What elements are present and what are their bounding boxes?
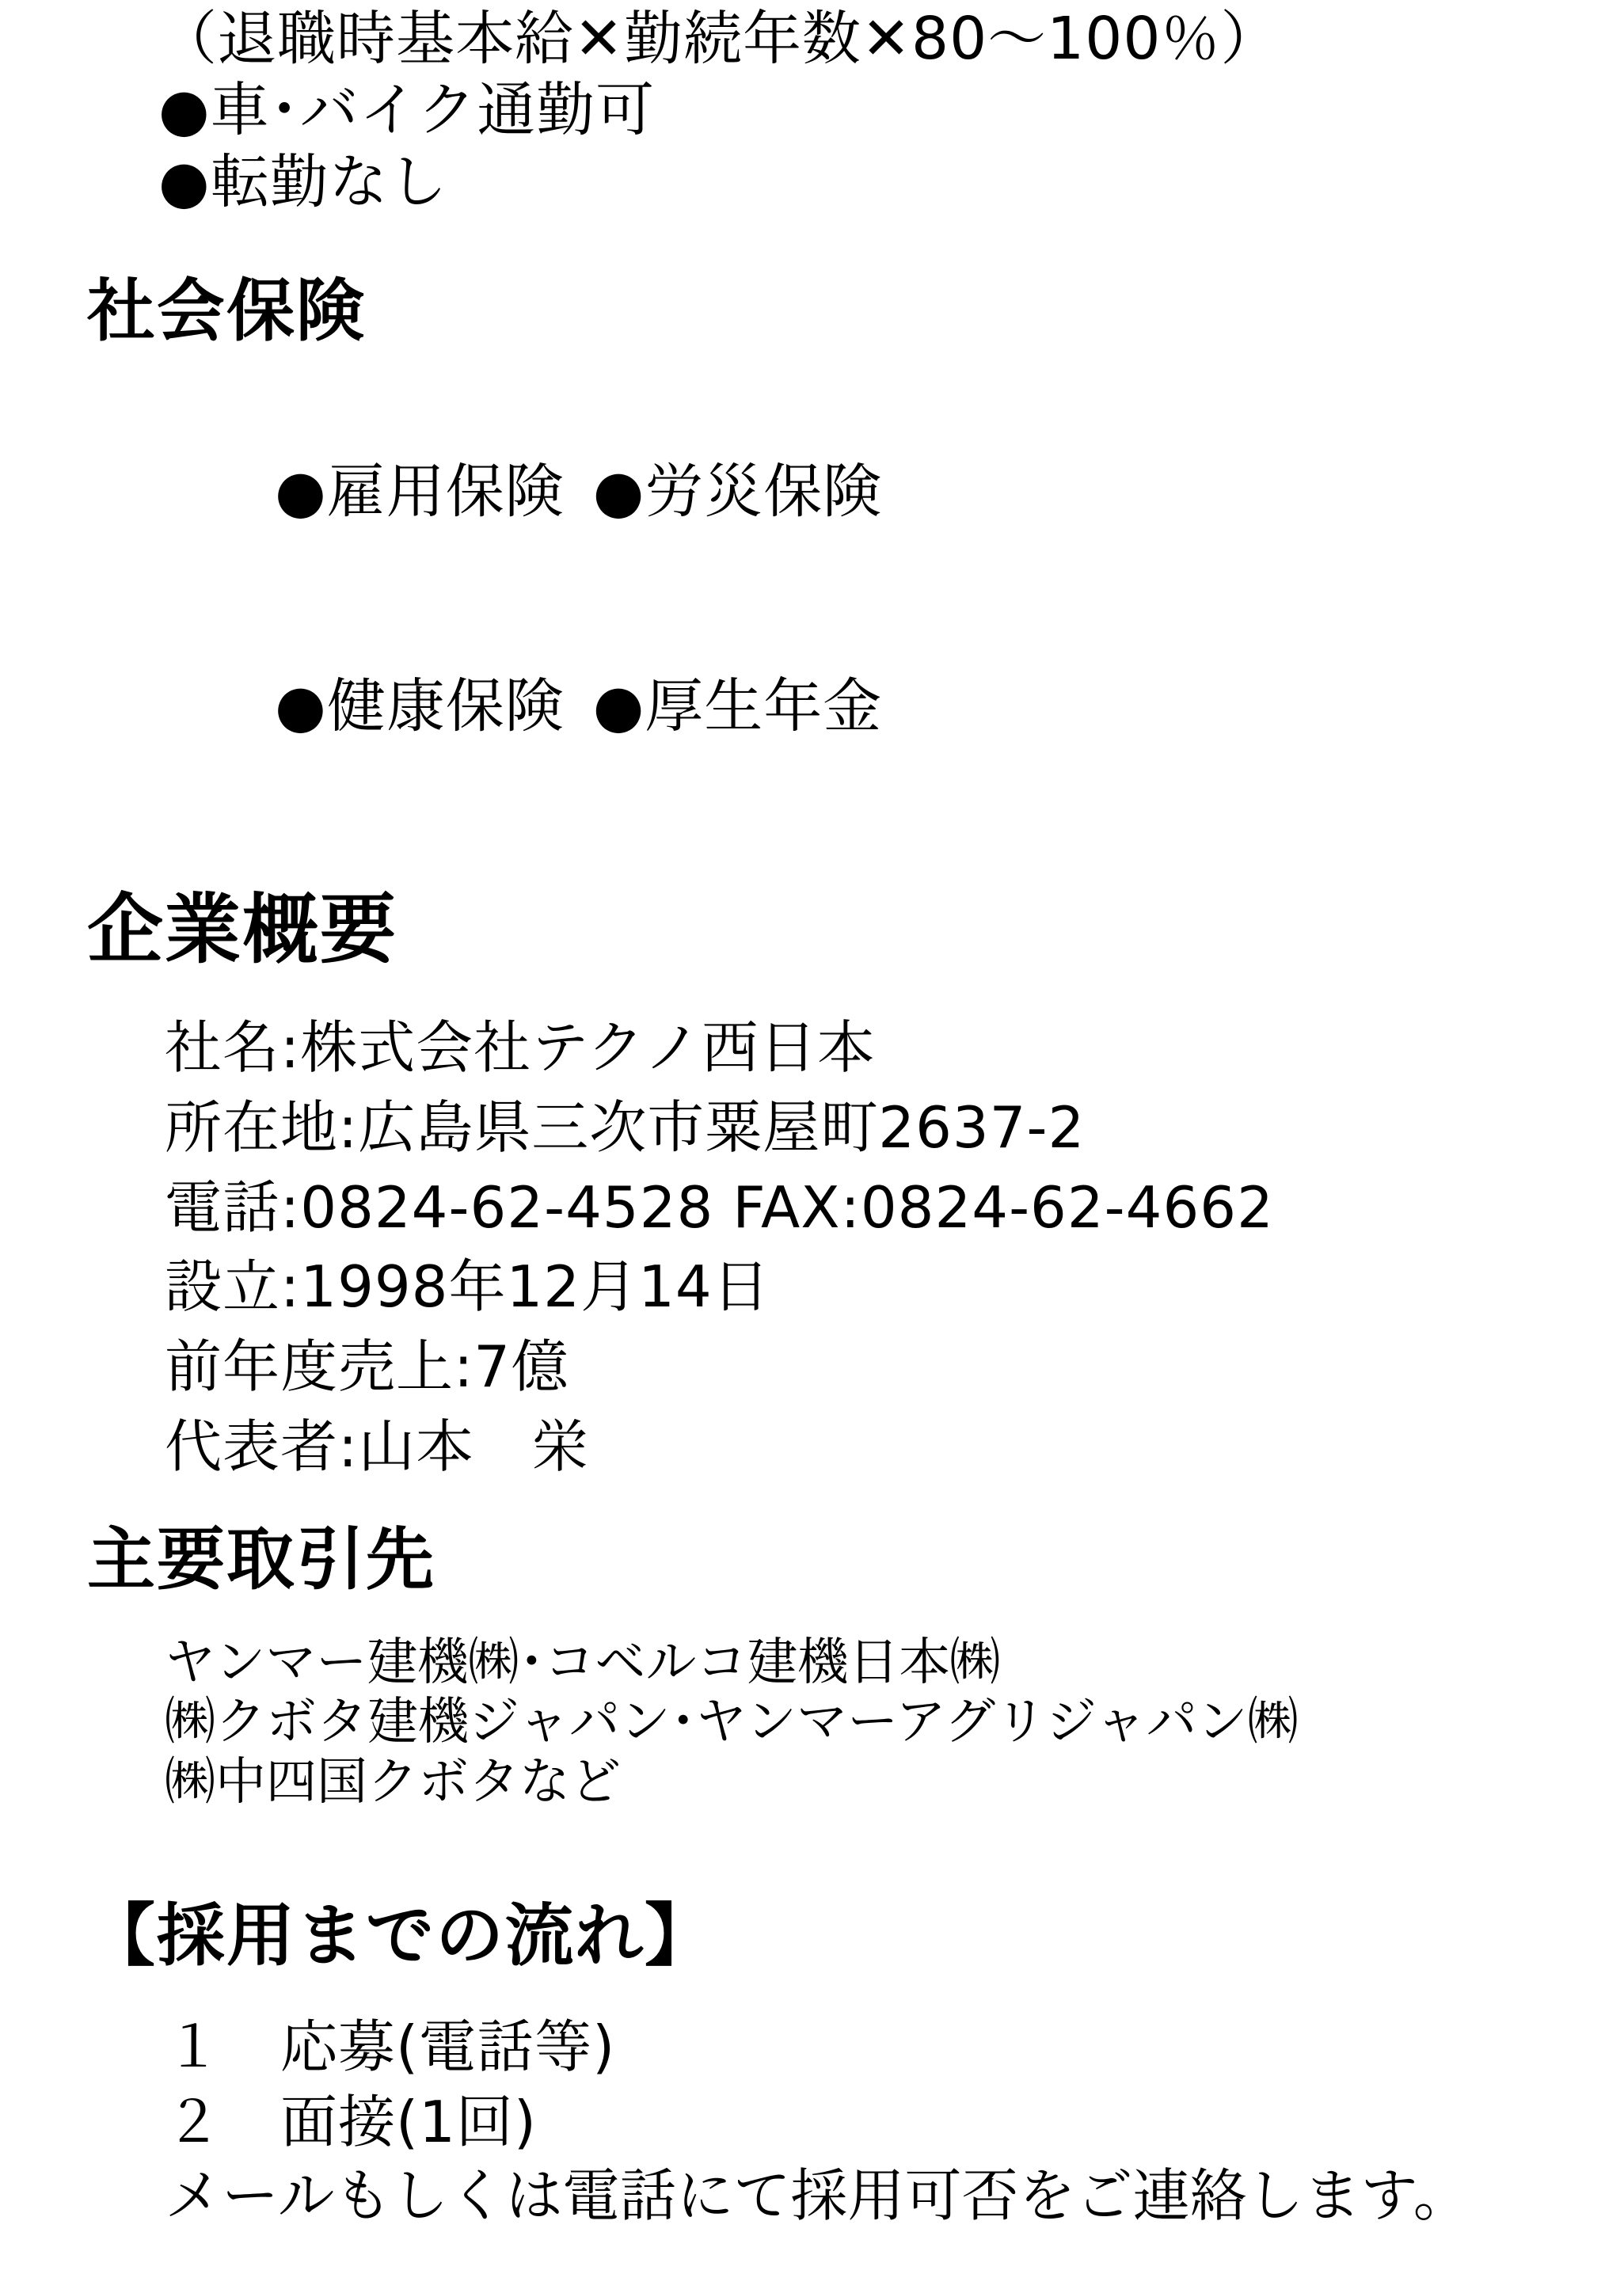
heading-hiring-flow: 【採用までの流れ】 [87,1896,714,1976]
spacer-4 [0,972,1624,1008]
bullet-no-transfer: ●転勤なし [158,147,448,216]
spacer-5 [0,1487,1624,1523]
section-company-profile [0,885,1624,1486]
retirement-formula-block [0,0,1624,218]
bullet-welfare-pension: ●厚生年金 [592,671,883,740]
company-previous-year-sales: 前年度売上:7億 [165,1333,569,1401]
company-representative: 代表者:山本 栄 [165,1413,590,1480]
hiring-step-1: １ 応募(電話等) [165,2014,616,2081]
spacer-8 [0,1973,1624,2010]
section-hiring-flow [0,1896,1624,2231]
hiring-step-2: ２ 面接(1回) [165,2089,537,2156]
heading-main-clients: 主要取引先 [87,1519,435,1599]
spacer-3 [0,813,1624,889]
company-phone-fax: 電話:0824-62-4528 FAX:0824-62-4662 [165,1173,1274,1241]
heading-company-profile: 企業概要 [87,885,397,975]
bullet-employment-insurance: ●雇用保険 [275,457,565,526]
company-address: 所在地:広島県三次市粟屋町2637-2 [165,1093,1086,1161]
company-name: 社名:株式会社テクノ西日本 [165,1013,875,1081]
bullet-car-bike-commute: ●車･バイク通勤可 [158,76,656,145]
spacer-1 [0,218,1624,275]
spacer-7 [0,1812,1624,1899]
spacer-6 [0,1597,1624,1633]
bullet-workers-accident-insurance: ●労災保険 [592,457,883,526]
insurance-row-2 [158,599,1624,813]
bullet-health-insurance: ●健康保険 [275,671,565,740]
hiring-flow-note: メールもしくは電話にて採用可否をご連絡します。 [165,2162,1470,2230]
company-founded: 設立:1998年12月14日 [165,1253,770,1321]
section-main-clients [0,1519,1624,1812]
client-line-1: ヤンマー建機㈱･コベルコ建機日本㈱ [165,1633,1001,1692]
section-social-insurance [0,271,1624,813]
spacer-2 [0,348,1624,385]
heading-social-insurance: 社会保険 [87,271,366,351]
client-line-3: ㈱中四国クボタなど [165,1752,621,1812]
insurance-row-1 [158,385,1624,599]
client-line-2: ㈱クボタ建機ジャパン･ヤンマーアグリジャパン㈱ [165,1693,1299,1752]
retirement-formula-text: （退職時基本給✕勤続年数✕80〜100％） [158,5,1280,73]
